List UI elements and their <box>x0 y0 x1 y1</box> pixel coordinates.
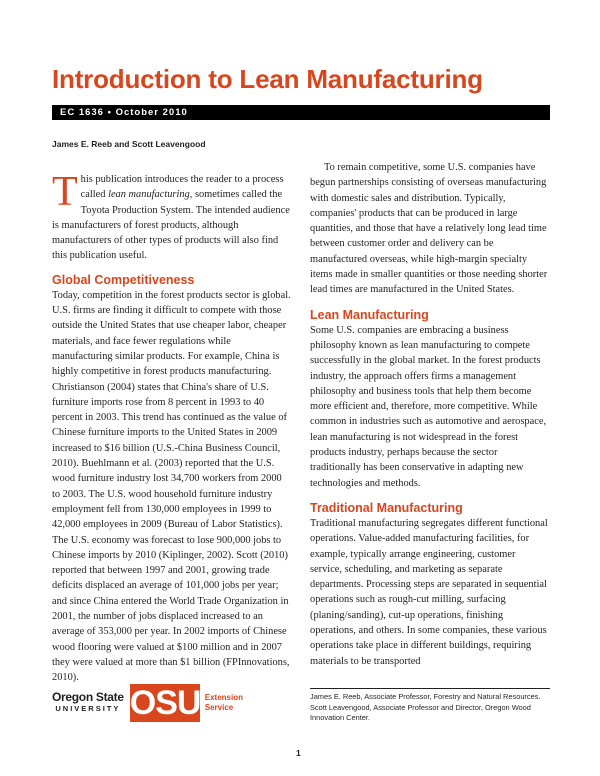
extension-service-label <box>205 693 243 713</box>
osu-extension-logo <box>52 683 312 723</box>
ext-line1: Extension <box>204 693 243 702</box>
intro-paragraph <box>52 169 292 264</box>
logo-line1: Oregon State <box>52 690 124 704</box>
author-affiliations: James E. Reeb, Associate Professor, Forestry and Natural Resources. Scott Leavengood, Associate Professor and Director, Oregon Wood Innovation Center. <box>310 692 541 722</box>
intro-italic-term: lean manufacturing <box>108 189 190 201</box>
authors: James E. Reeb and Scott Leavengood <box>52 139 206 149</box>
right-column <box>310 160 550 669</box>
page-title: Introduction to Lean Manufacturing <box>52 64 483 94</box>
left-column <box>52 169 292 686</box>
logo-wordmark <box>52 692 124 714</box>
footer-rule <box>310 688 550 689</box>
drop-cap: T <box>52 169 78 215</box>
logo-line2: UNIVERSITY <box>55 704 121 713</box>
global-competitiveness-body: Today, competition in the forest products sector is global. U.S. firms are finding it difficult to compete with those outside the United States that use cheaper labor, cheaper materials, and face fewer regulations while manufacturing similar products. For example, China is highly competitive in forest products manufacturing. Christianson (2004) states that China's share of U.S. furniture imports rose from 8 percent in 1993 to 40 percent in 2003. This trend has continued as the value of Chinese furniture imports to the United States in 2009 increased to $16 billion (U.S.-China Business Council, 2010). Buehlmann et al. (2003) reported that the U.S. wood furniture industry lost 34,700 workers from 2000 to 2003. The U.S. wood household furniture industry employment fell from 130,000 employees in 1999 to 42,000 employees in 2009 (Bureau of Labor Statistics). The U.S. economy was forecast to lose 900,000 jobs to Chinese imports by 2010 (Kiplinger, 2002). Scott (2010) reported that between 1997 and 2001, growing trade deficits displaced an average of 101,000 jobs per year; and since China entered the World Trade Organization in 2001, the number of jobs displaced increased to an average of 353,000 per year. In 2002 imports of Chinese wood flooring were valued at $100 million and in 2007 they were valued at more than $1 billion (FPInnovations, 2010). <box>52 289 291 684</box>
traditional-manufacturing-body: Traditional manufacturing segregates different functional operations. Value-added manufacturing facilities, for example, typically arrange engineering, customer service, scheduling, and marketing as separate departments. Processing steps are separated in sequential operations such as rough-cut milling, surfacing (planing/sanding), cut-up operations, finishing operations, and others. In some companies, these various operations take place in different buildings, requiring materials to be transported <box>310 517 548 667</box>
intro-text-before: his publication introduces the reader to a process called <box>80 174 284 201</box>
intro-text-after: , sometimes called the Toyota Production System. The intended audience is manufacturers of forest products, although manufacturers of other types of products will also find this publication useful. <box>52 189 290 262</box>
heading-traditional-manufacturing: Traditional Manufacturing <box>310 500 463 515</box>
page-number: 1 <box>296 748 301 758</box>
right-intro-paragraph: To remain competitive, some U.S. companies have begun partnerships consisting of overseas manufacturing with domestic sales and distribution. Typically, companies' products that can be produced in large quantities, and those that have a relatively long lead time between customer order and delivery can be manufactured overseas, while high-margin specialty items made in smaller quantities or those needing shorter lead times are manufactured in the United States. <box>310 162 548 296</box>
heading-lean-manufacturing: Lean Manufacturing <box>310 307 429 322</box>
lean-manufacturing-body: Some U.S. companies are embracing a business philosophy known as lean manufacturing to compete successfully in the global market. In the forest products industry, the approach offers firms a management philosophy and business tools that help them become more efficient and, therefore, more competitive. While common in industries such as automotive and aerospace, lean manufacturing is not widespread in the forest products industry, perhaps because the sector traditionally has been conservative in adapting new technologies and methods. <box>310 324 547 489</box>
osu-mark: OSU <box>129 684 201 722</box>
heading-global-competitiveness: Global Competitiveness <box>52 272 195 287</box>
publication-bar: EC 1636 • October 2010 <box>52 105 550 120</box>
ext-line2: Service <box>204 703 234 712</box>
